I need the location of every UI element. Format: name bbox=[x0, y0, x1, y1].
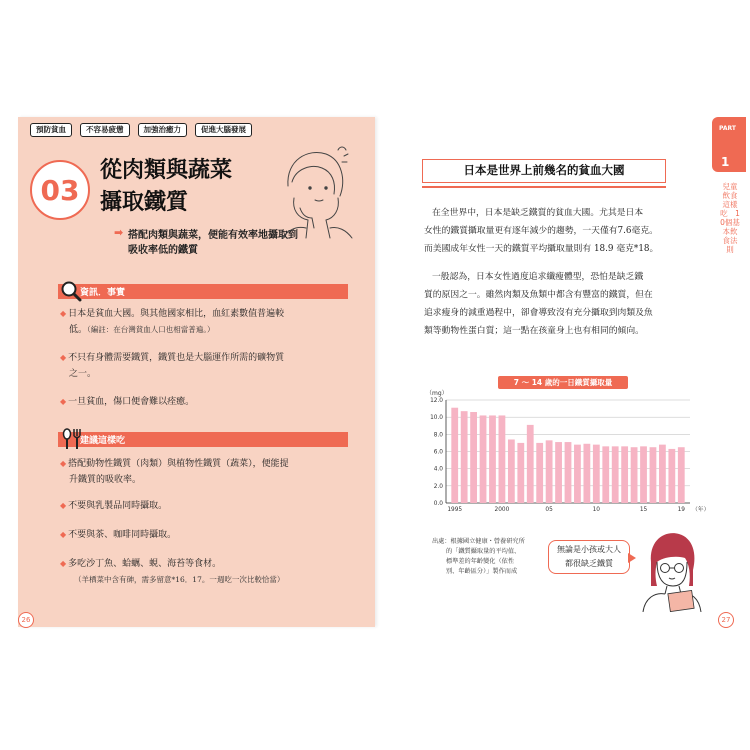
fact-1-text-cont: 低。 bbox=[69, 325, 88, 335]
section-number-circle bbox=[30, 160, 90, 220]
facts-header-label: 資訊．事實 bbox=[80, 288, 126, 298]
bullet-diamond-icon: ◆ bbox=[60, 530, 67, 539]
fork-spoon-icon bbox=[60, 428, 82, 450]
y-tick-label: 12.0 bbox=[430, 398, 443, 404]
bar-2006 bbox=[555, 442, 562, 503]
y-tick-label: 8.0 bbox=[433, 432, 443, 439]
paragraph-1-line-3: 而美國成年女性一天的鐵質平均攝取量則有 18.9 毫克*18。 bbox=[424, 244, 659, 254]
right-section-heading: 日本是世界上前幾名的貧血大國 bbox=[422, 159, 666, 183]
tip-1-text: 搭配動物性鐵質（肉類）與植物性鐵質（蔬菜），便能提 bbox=[68, 459, 289, 469]
fact-1-text: 日本是貧血大國。與其他國家相比，血紅素數值普遍較 bbox=[68, 309, 285, 319]
y-axis-label: （mg） bbox=[426, 390, 448, 397]
y-tick-label: 6.0 bbox=[433, 449, 443, 456]
x-tick-label: 19 bbox=[677, 507, 685, 513]
fact-item-2 bbox=[60, 350, 336, 382]
bar-2011 bbox=[602, 446, 609, 503]
y-tick-label: 0.0 bbox=[433, 501, 443, 507]
tag-brain-development: 促進大腦發展 bbox=[195, 123, 252, 137]
bubble-line-2: 都很缺乏鐵質 bbox=[565, 559, 613, 568]
bar-2019 bbox=[678, 447, 685, 503]
part-number: 1 bbox=[721, 155, 730, 169]
paragraph-1-line-1: 在全世界中，日本是缺乏鐵質的貧血大國。尤其是日本 bbox=[432, 208, 644, 218]
chart-source-note bbox=[432, 537, 542, 577]
bar-1998 bbox=[480, 415, 487, 503]
tip-4-text: 多吃沙丁魚、蛤蠣、蜆、海苔等食材。 bbox=[68, 559, 222, 569]
bar-2003 bbox=[527, 425, 534, 503]
paragraph-2 bbox=[424, 268, 686, 340]
bar-2002 bbox=[517, 443, 524, 503]
source-line-4: 別、年齡區分）」製作而成 bbox=[446, 568, 518, 575]
subtitle-line-2: 吸收率低的鐵質 bbox=[128, 245, 198, 256]
tip-4-note: （羊栖菜中含有砷，需多留意*16．17。一週吃一次比較恰當） bbox=[74, 575, 285, 584]
bullet-diamond-icon: ◆ bbox=[60, 459, 67, 468]
fact-3-text: 一旦貧血，傷口便會難以痊癒。 bbox=[68, 397, 195, 407]
bar-2013 bbox=[621, 446, 628, 503]
bar-2007 bbox=[565, 442, 572, 503]
magnifier-icon bbox=[60, 280, 82, 302]
bar-2012 bbox=[612, 446, 619, 503]
bar-2018 bbox=[668, 449, 675, 503]
tag-healing: 加強治癒力 bbox=[138, 123, 188, 137]
bar-2010 bbox=[593, 445, 600, 503]
bullet-diamond-icon: ◆ bbox=[60, 309, 67, 318]
subtitle-line-1: 搭配肉類與蔬菜，便能有效率地攝取到 bbox=[128, 230, 298, 241]
bar-2005 bbox=[546, 440, 553, 503]
bar-1995 bbox=[451, 408, 458, 503]
bar-2015 bbox=[640, 446, 647, 503]
bar-2000 bbox=[499, 415, 506, 503]
tips-section-header bbox=[58, 432, 348, 447]
speech-bubble bbox=[548, 540, 630, 574]
bullet-diamond-icon: ◆ bbox=[60, 353, 67, 362]
x-tick-label: 10 bbox=[592, 507, 601, 513]
tip-item-4 bbox=[60, 556, 336, 588]
paragraph-2-line-3: 追求瘦身的減重過程中，卻會導致沒有充分攝取到肉類及魚 bbox=[424, 308, 653, 318]
y-tick-label: 10.0 bbox=[430, 415, 443, 422]
tip-item-3 bbox=[60, 527, 336, 543]
bar-2017 bbox=[659, 445, 666, 503]
section-number: 03 bbox=[40, 173, 80, 207]
bar-2008 bbox=[574, 445, 581, 503]
tip-1-text-cont: 升鐵質的吸收率。 bbox=[69, 475, 142, 485]
heading-underline bbox=[422, 186, 666, 188]
fact-2-text-cont: 之一。 bbox=[69, 369, 97, 379]
iron-intake-bar-chart bbox=[420, 386, 710, 516]
girl-thinking-illustration bbox=[268, 138, 354, 246]
paragraph-2-line-4: 類等動物性蛋白質；這一點在孩童身上也有相同的傾向。 bbox=[424, 326, 644, 336]
paragraph-1 bbox=[424, 204, 686, 258]
bullet-diamond-icon: ◆ bbox=[60, 501, 67, 510]
bubble-line-1: 無論是小孩或大人 bbox=[557, 545, 621, 554]
bar-1996 bbox=[461, 411, 468, 503]
y-tick-label: 2.0 bbox=[433, 483, 443, 490]
bar-1999 bbox=[489, 415, 496, 503]
source-line-1: 出處：根據國立健康・營養研究所 bbox=[432, 538, 525, 545]
paragraph-2-line-1: 一般認為，日本女性過度追求纖瘦體型，恐怕是缺乏鐵 bbox=[432, 272, 644, 282]
page-title-line-2: 攝取鐵質 bbox=[100, 190, 189, 215]
tip-2-text: 不要與乳製品同時攝取。 bbox=[68, 501, 168, 511]
facts-section-header bbox=[58, 284, 348, 299]
bar-2001 bbox=[508, 439, 515, 503]
bar-2014 bbox=[631, 447, 638, 503]
chart-title: 7 ～ 14 歲的一日鐵質攝取量 bbox=[498, 376, 628, 389]
y-tick-label: 4.0 bbox=[433, 466, 443, 473]
x-tick-label: 15 bbox=[639, 507, 648, 513]
tip-item-2 bbox=[60, 498, 336, 514]
source-line-3: 標準差的年齡變化（依性 bbox=[446, 558, 515, 565]
x-tick-label: 05 bbox=[545, 507, 553, 513]
arrow-right-icon: ➡ bbox=[114, 226, 124, 239]
tips-header-label: 建議這樣吃 bbox=[80, 436, 126, 446]
topic-tags bbox=[30, 123, 252, 137]
bar-2016 bbox=[650, 447, 657, 503]
bullet-diamond-icon: ◆ bbox=[60, 397, 67, 406]
bar-1997 bbox=[470, 412, 477, 503]
page-title-line-1: 從肉類與蔬菜 bbox=[100, 158, 233, 183]
page-number-right: 27 bbox=[718, 612, 734, 628]
fact-1-note: （編註：在台灣貧血人口也相當普遍。） bbox=[87, 325, 215, 334]
bar-2009 bbox=[583, 444, 590, 503]
part-label: PART bbox=[719, 125, 736, 132]
x-tick-label: 1995 bbox=[447, 507, 463, 513]
tag-prevent-anemia: 預防貧血 bbox=[30, 123, 72, 137]
tip-item-1 bbox=[60, 456, 336, 488]
source-line-2: 的「鐵質攝取量的平均值、 bbox=[446, 548, 521, 555]
tag-less-fatigue: 不容易疲憊 bbox=[80, 123, 130, 137]
x-tick-label: 2000 bbox=[494, 507, 510, 513]
part-chapter-title: 兒童飲食這樣吃 10個基本飲食法則 bbox=[720, 182, 740, 254]
paragraph-1-line-2: 女性的鐵質攝取量更有逐年減少的趨勢，一天僅有7.6毫克。 bbox=[424, 226, 658, 236]
page-number-left: 26 bbox=[18, 612, 34, 628]
fact-item-3 bbox=[60, 394, 336, 410]
fact-item-1 bbox=[60, 306, 336, 338]
paragraph-2-line-2: 質的原因之一。雖然肉類及魚類中都含有豐富的鐵質，但在 bbox=[424, 290, 653, 300]
bullet-diamond-icon: ◆ bbox=[60, 559, 67, 568]
bar-2004 bbox=[536, 443, 543, 503]
woman-with-glasses-illustration bbox=[635, 526, 705, 612]
x-axis-label: （年） bbox=[692, 507, 710, 513]
tip-3-text: 不要與茶、咖啡同時攝取。 bbox=[68, 530, 177, 540]
fact-2-text: 不只有身體需要鐵質，鐵質也是大腦運作所需的礦物質 bbox=[68, 353, 285, 363]
